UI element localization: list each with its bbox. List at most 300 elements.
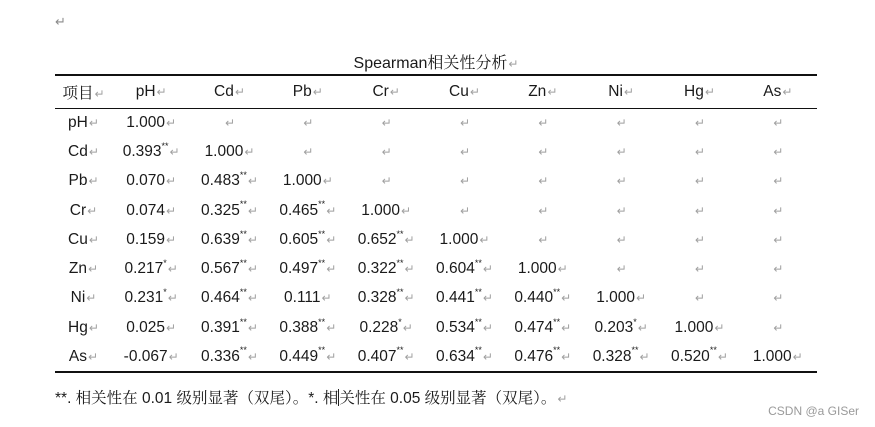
return-mark: ↵	[538, 203, 549, 218]
table-cell[interactable]	[112, 284, 190, 313]
return-mark: ↵	[87, 203, 98, 218]
table-cell[interactable]	[112, 342, 190, 371]
table-cell[interactable]	[504, 225, 582, 254]
cell-value: 0.325	[201, 201, 240, 219]
return-mark: ↵	[404, 349, 415, 364]
return-mark: ↵	[773, 232, 784, 247]
table-cell[interactable]	[739, 196, 817, 225]
cell-value: 0.159	[126, 230, 166, 248]
return-mark: ↵	[482, 291, 493, 306]
cell-value: 0.393	[122, 142, 162, 160]
table-cell[interactable]	[504, 137, 582, 166]
table-cell[interactable]	[582, 342, 660, 371]
table-cell[interactable]	[269, 313, 347, 342]
return-mark: ↵	[94, 86, 105, 101]
significance-mark: **	[318, 199, 326, 210]
return-mark: ↵	[637, 320, 648, 335]
table-cell[interactable]	[425, 108, 503, 137]
cell-value: 0.217	[124, 260, 164, 278]
return-mark: ↵	[401, 203, 412, 218]
row-label: Cu	[68, 230, 88, 248]
table-cell[interactable]	[660, 167, 738, 196]
return-mark: ↵	[167, 262, 178, 277]
table-cell[interactable]	[347, 225, 425, 254]
table-cell[interactable]	[739, 284, 817, 313]
cell-value: 0.465	[279, 201, 319, 219]
return-mark: ↵	[88, 262, 99, 277]
table-row	[55, 196, 817, 225]
row-label: Pb	[68, 172, 88, 190]
table-cell[interactable]	[739, 342, 817, 371]
table-cell[interactable]	[269, 108, 347, 137]
return-mark: ↵	[167, 291, 178, 306]
return-mark: ↵	[326, 262, 337, 277]
table-cell[interactable]	[425, 254, 503, 283]
cell-value: 0.231	[124, 289, 164, 307]
table-cell[interactable]	[425, 342, 503, 371]
return-mark: ↵	[244, 144, 255, 159]
return-mark: ↵	[773, 320, 784, 335]
significance-mark: *	[398, 316, 402, 327]
paragraph-mark: ↵	[55, 14, 66, 29]
return-mark: ↵	[694, 262, 705, 277]
row-label-cell[interactable]	[55, 167, 112, 196]
return-mark: ↵	[166, 320, 177, 335]
significance-mark: **	[318, 345, 326, 356]
table-cell[interactable]	[347, 284, 425, 313]
return-mark: ↵	[792, 349, 803, 364]
cell-value: 0.111	[284, 289, 321, 307]
return-mark: ↵	[694, 232, 705, 247]
cell-value: 0.328	[592, 347, 632, 365]
table-row	[55, 108, 817, 137]
return-mark: ↵	[773, 174, 784, 189]
cell-value: 1.000	[282, 172, 322, 190]
return-mark: ↵	[714, 320, 725, 335]
return-mark: ↵	[312, 84, 323, 99]
header-cell[interactable]	[55, 75, 112, 108]
table-cell[interactable]	[190, 284, 268, 313]
table-cell[interactable]	[112, 196, 190, 225]
return-mark: ↵	[88, 115, 99, 130]
return-mark: ↵	[538, 232, 549, 247]
cell-value: 0.534	[436, 318, 475, 336]
header-label: 项目	[62, 84, 94, 102]
table-cell[interactable]	[660, 225, 738, 254]
table-cell[interactable]	[347, 342, 425, 371]
return-mark: ↵	[459, 144, 470, 159]
cell-value: 0.604	[436, 260, 475, 278]
cell-value: 1.000	[361, 201, 401, 219]
table-cell[interactable]	[739, 108, 817, 137]
return-mark: ↵	[326, 349, 337, 364]
return-mark: ↵	[166, 232, 177, 247]
table-cell[interactable]	[347, 313, 425, 342]
return-mark: ↵	[321, 291, 332, 306]
table-cell[interactable]	[582, 284, 660, 313]
table-cell[interactable]	[347, 108, 425, 137]
cell-value: 0.474	[514, 318, 554, 336]
table-cell[interactable]	[190, 254, 268, 283]
table-cell[interactable]	[190, 225, 268, 254]
row-label-cell[interactable]	[55, 225, 112, 254]
cell-value: 0.652	[357, 230, 397, 248]
row-label-cell[interactable]	[55, 313, 112, 342]
return-mark: ↵	[168, 349, 179, 364]
return-mark: ↵	[561, 291, 572, 306]
header-label: As	[763, 82, 782, 100]
table-cell[interactable]	[347, 137, 425, 166]
header-cell[interactable]	[269, 75, 347, 108]
header-label: Pb	[292, 82, 312, 100]
table-cell[interactable]	[660, 284, 738, 313]
return-mark: ↵	[773, 115, 784, 130]
return-mark: ↵	[616, 232, 627, 247]
row-label: Cd	[68, 142, 88, 160]
return-mark: ↵	[166, 174, 177, 189]
return-mark: ↵	[616, 174, 627, 189]
header-cell[interactable]	[190, 75, 268, 108]
table-cell[interactable]	[739, 167, 817, 196]
footnote-text-2: 关性在 0.05 级别显著（双尾）。	[339, 390, 557, 407]
return-mark: ↵	[247, 232, 258, 247]
return-mark: ↵	[166, 203, 177, 218]
cell-value: 1.000	[674, 318, 714, 336]
table-cell[interactable]	[190, 196, 268, 225]
return-mark: ↵	[224, 115, 236, 130]
return-mark: ↵	[88, 174, 99, 189]
header-cell[interactable]	[660, 75, 738, 108]
cell-value: -0.067	[123, 347, 168, 365]
table-cell[interactable]	[190, 313, 268, 342]
table-cell[interactable]	[269, 284, 347, 313]
header-cell[interactable]	[425, 75, 503, 108]
return-mark: ↵	[538, 144, 549, 159]
table-cell[interactable]	[504, 167, 582, 196]
table-cell[interactable]	[660, 313, 738, 342]
row-label: pH	[68, 113, 88, 131]
return-mark: ↵	[86, 291, 97, 306]
return-mark: ↵	[88, 232, 99, 247]
cell-value: 0.449	[279, 347, 319, 365]
table-cell[interactable]	[582, 313, 660, 342]
return-mark: ↵	[247, 262, 258, 277]
cell-value: 0.070	[126, 172, 166, 190]
return-mark: ↵	[639, 349, 650, 364]
watermark: CSDN @a GISer	[768, 404, 859, 418]
cell-value: 0.440	[514, 289, 554, 307]
table-cell[interactable]	[504, 196, 582, 225]
return-mark: ↵	[88, 349, 99, 364]
return-mark: ↵	[303, 144, 314, 159]
table-cell[interactable]	[425, 225, 503, 254]
return-mark: ↵	[381, 115, 392, 130]
table-cell[interactable]	[269, 225, 347, 254]
header-label: Cd	[214, 82, 234, 100]
significance-mark: **	[474, 287, 482, 298]
return-mark: ↵	[482, 320, 493, 335]
cell-value: 1.000	[752, 347, 792, 365]
return-mark: ↵	[326, 232, 337, 247]
table-cell[interactable]	[347, 167, 425, 196]
significance-mark: **	[396, 257, 404, 268]
cell-value: 0.639	[201, 230, 240, 248]
table-cell[interactable]	[739, 313, 817, 342]
header-cell[interactable]	[347, 75, 425, 108]
spearman-correlation-table	[55, 74, 817, 373]
cell-value: 0.483	[201, 172, 240, 190]
cell-value: 0.464	[201, 289, 240, 307]
cell-value: 0.328	[357, 289, 397, 307]
return-mark: ↵	[616, 144, 627, 159]
header-label: Hg	[684, 82, 704, 100]
table-caption	[55, 50, 817, 73]
table-row	[55, 254, 817, 283]
significance-mark: *	[163, 257, 167, 268]
table-cell[interactable]	[425, 196, 503, 225]
row-label-cell[interactable]	[55, 342, 112, 371]
table-cell[interactable]	[112, 313, 190, 342]
table-cell[interactable]	[660, 342, 738, 371]
return-mark: ↵	[303, 115, 314, 130]
table-cell[interactable]	[425, 167, 503, 196]
cell-value: 0.407	[357, 347, 397, 365]
significance-mark: **	[161, 140, 169, 151]
table-cell[interactable]	[112, 137, 190, 166]
return-mark: ↵	[326, 320, 337, 335]
table-cell[interactable]	[660, 196, 738, 225]
significance-mark: **	[239, 345, 247, 356]
header-label: pH	[135, 82, 156, 100]
table-cell[interactable]	[504, 342, 582, 371]
significance-mark: *	[633, 316, 637, 327]
table-cell[interactable]	[504, 254, 582, 283]
return-mark: ↵	[389, 84, 400, 99]
table-cell[interactable]	[582, 137, 660, 166]
return-mark: ↵	[247, 349, 258, 364]
cell-value: 0.441	[436, 289, 475, 307]
table-cell[interactable]	[190, 167, 268, 196]
cell-value: 0.388	[279, 318, 319, 336]
table-body	[55, 108, 817, 372]
row-label-cell[interactable]	[55, 284, 112, 313]
row-label: Ni	[70, 289, 86, 307]
header-row	[55, 75, 817, 108]
return-mark: ↵	[404, 232, 415, 247]
return-mark: ↵	[88, 320, 99, 335]
significance-mark: **	[474, 316, 482, 327]
header-cell[interactable]	[739, 75, 817, 108]
return-mark: ↵	[773, 144, 784, 159]
return-mark: ↵	[623, 84, 634, 99]
significance-mark: **	[396, 287, 404, 298]
return-mark: ↵	[616, 262, 627, 277]
return-mark: ↵	[547, 84, 558, 99]
table-cell[interactable]	[582, 108, 660, 137]
significance-mark: **	[239, 170, 247, 181]
significance-mark: **	[709, 345, 717, 356]
footnote-text-1: **. 相关性在 0.01 级别显著（双尾）。*. 相	[55, 390, 339, 407]
return-mark: ↵	[694, 291, 705, 306]
header-label: Ni	[608, 82, 623, 100]
row-label: Hg	[68, 318, 88, 336]
cell-value: 0.567	[201, 260, 240, 278]
return-mark: ↵	[561, 320, 572, 335]
return-mark: ↵	[557, 392, 568, 406]
significance-mark: **	[396, 228, 404, 239]
table-cell[interactable]	[582, 225, 660, 254]
row-label: As	[68, 347, 88, 365]
row-label-cell[interactable]	[55, 108, 112, 137]
table-cell[interactable]	[112, 108, 190, 137]
return-mark: ↵	[459, 115, 470, 130]
return-mark: ↵	[694, 174, 705, 189]
return-mark: ↵	[169, 144, 180, 159]
return-mark: ↵	[773, 291, 784, 306]
cell-value: 0.520	[671, 347, 710, 365]
table-cell[interactable]	[112, 225, 190, 254]
return-mark: ↵	[636, 291, 647, 306]
table-cell[interactable]	[425, 284, 503, 313]
table-row	[55, 313, 817, 342]
table-cell[interactable]	[739, 254, 817, 283]
return-mark: ↵	[326, 203, 337, 218]
cell-value: 1.000	[596, 289, 635, 307]
return-mark: ↵	[234, 84, 245, 99]
table-cell[interactable]	[504, 313, 582, 342]
table-cell[interactable]	[425, 313, 503, 342]
significance-mark: **	[553, 287, 561, 298]
table-cell[interactable]	[739, 225, 817, 254]
table-cell[interactable]	[425, 137, 503, 166]
table-cell[interactable]	[112, 254, 190, 283]
cell-value: 0.203	[594, 318, 634, 336]
table-cell[interactable]	[582, 167, 660, 196]
return-mark: ↵	[247, 291, 258, 306]
significance-mark: **	[396, 345, 404, 356]
header-label: Cr	[372, 82, 389, 100]
cell-value: 0.605	[279, 230, 319, 248]
significance-mark: **	[239, 228, 247, 239]
header-cell[interactable]	[504, 75, 582, 108]
significance-mark: **	[239, 257, 247, 268]
significance-mark: **	[474, 345, 482, 356]
header-cell[interactable]	[112, 75, 190, 108]
table-cell[interactable]	[269, 254, 347, 283]
significance-mark: **	[318, 316, 326, 327]
return-mark: ↵	[508, 57, 519, 71]
significance-mark: **	[239, 287, 247, 298]
return-mark: ↵	[402, 320, 413, 335]
cell-value: 0.497	[279, 260, 319, 278]
return-mark: ↵	[482, 349, 493, 364]
cell-value: 0.228	[359, 318, 399, 336]
return-mark: ↵	[557, 262, 568, 277]
caption-text: Spearman相关性分析	[353, 55, 508, 72]
header-label: Cu	[449, 82, 469, 100]
row-label-cell[interactable]	[55, 137, 112, 166]
table-cell[interactable]	[190, 108, 268, 137]
table-cell[interactable]	[347, 254, 425, 283]
return-mark: ↵	[247, 174, 258, 189]
cell-value: 1.000	[439, 230, 479, 248]
table-cell[interactable]	[190, 137, 268, 166]
table-row	[55, 167, 817, 196]
cell-value: 0.476	[514, 347, 554, 365]
significance-mark: **	[474, 257, 482, 268]
table-row	[55, 225, 817, 254]
cell-value: 1.000	[126, 113, 166, 131]
table-cell[interactable]	[582, 254, 660, 283]
row-label: Zn	[68, 260, 88, 278]
row-label-cell[interactable]	[55, 254, 112, 283]
return-mark: ↵	[717, 349, 728, 364]
return-mark: ↵	[694, 144, 705, 159]
return-mark: ↵	[782, 84, 793, 99]
table-cell[interactable]	[112, 167, 190, 196]
table-cell[interactable]	[269, 137, 347, 166]
significance-mark: **	[553, 316, 561, 327]
table-cell[interactable]	[660, 254, 738, 283]
header-cell[interactable]	[582, 75, 660, 108]
significance-mark: **	[318, 228, 326, 239]
table-cell[interactable]	[504, 108, 582, 137]
significance-mark: **	[239, 316, 247, 327]
table-cell[interactable]	[582, 196, 660, 225]
return-mark: ↵	[469, 84, 480, 99]
table-row	[55, 284, 817, 313]
table-cell[interactable]	[269, 342, 347, 371]
significance-mark: **	[239, 199, 247, 210]
return-mark: ↵	[694, 115, 705, 130]
return-mark: ↵	[247, 203, 258, 218]
significance-mark: *	[163, 287, 167, 298]
table-cell[interactable]	[660, 137, 738, 166]
table-cell[interactable]	[739, 137, 817, 166]
return-mark: ↵	[322, 174, 333, 189]
return-mark: ↵	[381, 144, 392, 159]
significance-mark: **	[631, 345, 639, 356]
cell-value: 0.391	[201, 318, 240, 336]
header-label: Zn	[528, 82, 547, 100]
significance-mark: **	[318, 257, 326, 268]
table-cell[interactable]	[504, 284, 582, 313]
return-mark: ↵	[479, 232, 490, 247]
return-mark: ↵	[616, 115, 627, 130]
return-mark: ↵	[538, 174, 549, 189]
footnote[interactable]	[55, 386, 567, 408]
table-row	[55, 342, 817, 371]
cell-value: 0.074	[126, 201, 166, 219]
return-mark: ↵	[404, 291, 415, 306]
table-cell[interactable]	[190, 342, 268, 371]
cell-value: 0.336	[201, 347, 240, 365]
return-mark: ↵	[166, 115, 177, 130]
cell-value: 1.000	[204, 142, 244, 160]
return-mark: ↵	[773, 203, 784, 218]
return-mark: ↵	[482, 262, 493, 277]
return-mark: ↵	[247, 320, 258, 335]
table-cell[interactable]	[347, 196, 425, 225]
significance-mark: **	[553, 345, 561, 356]
return-mark: ↵	[404, 262, 415, 277]
table-cell[interactable]	[269, 196, 347, 225]
table-cell[interactable]	[269, 167, 347, 196]
table-cell[interactable]	[660, 108, 738, 137]
row-label-cell[interactable]	[55, 196, 112, 225]
return-mark: ↵	[381, 174, 392, 189]
return-mark: ↵	[561, 349, 572, 364]
